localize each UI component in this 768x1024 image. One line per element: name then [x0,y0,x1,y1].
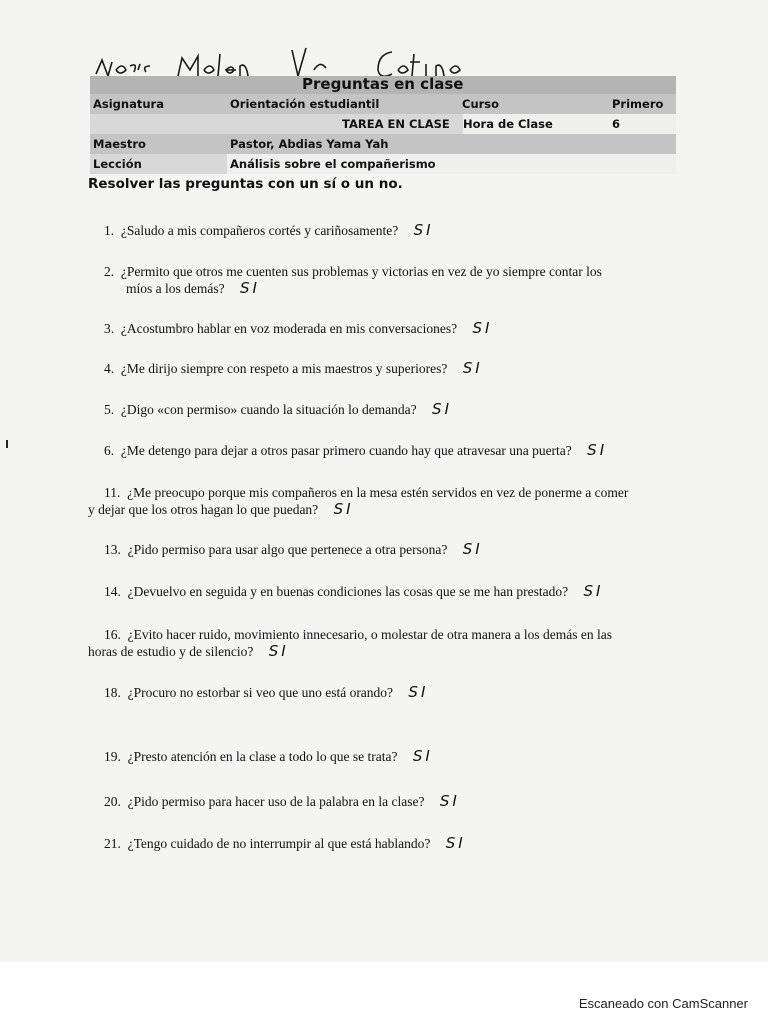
question-number: 19. [104,749,121,764]
question-text: ¿Devuelvo en seguida y en buenas condiciones las cosas que se me han prestado? [127,584,569,599]
curso-value: Primero [612,97,664,111]
row-tarea [90,114,676,134]
question-6 [104,442,607,459]
row-asignatura [90,94,676,114]
question-text: ¿Tengo cuidado de no interrumpir al que está hablando? [127,836,431,851]
question-number: 13. [104,542,121,557]
question-number: 1. [104,223,115,238]
question-5 [104,401,452,418]
curso-label: Curso [462,97,500,111]
leccion-label: Lección [93,157,142,171]
question-text: ¿Saludo a mis compañeros cortés y cariñosamente? [120,223,399,238]
question-18 [104,684,428,701]
question-14 [104,583,603,600]
question-text: ¿Me detengo para dejar a otros pasar primero cuando hay que atravesar una puerta? [120,443,572,458]
question-text: ¿Pido permiso para hacer uso de la palabra en la clase? [127,794,425,809]
header-table [90,76,676,174]
question-16 [88,626,728,660]
instructions: Resolver las preguntas con un sí o un no. [88,176,403,192]
question-number: 21. [104,836,121,851]
question-text: ¿Evito hacer ruido, movimiento innecesario, o molestar de otra manera a los demás en las [127,627,612,642]
question-number: 5. [104,402,115,417]
question-text: ¿Procuro no estorbar si veo que uno está orando? [127,685,394,700]
question-11 [88,484,728,518]
question-3 [104,320,492,337]
row-maestro [90,134,676,154]
handwritten-answer: SI [432,400,452,418]
question-text: ¿Acostumbro hablar en voz moderada en mis conversaciones? [120,321,458,336]
question-number: 11. [104,485,121,500]
question-number: 14. [104,584,121,599]
question-number: 20. [104,794,121,809]
handwritten-answer: SI [333,500,354,518]
question-21 [104,835,466,852]
question-1 [104,222,434,239]
handwritten-answer: SI [445,834,466,852]
handwritten-answer: SI [408,683,429,701]
question-text: ¿Pido permiso para usar algo que pertenece a otra persona? [127,542,448,557]
title-band [90,76,676,94]
asignatura-value: Orientación estudiantil [230,97,380,111]
question-text: ¿Me preocupo porque mis compañeros en la mesa estén servidos en vez de ponerme a comer [127,485,629,500]
question-19 [104,748,433,765]
handwritten-answer: SI [268,642,289,660]
handwritten-answer: SI [412,747,433,765]
question-text-cont: y dejar que los otros hagan lo que puedan? [88,502,319,517]
question-text: ¿Presto atención en la clase a todo lo que se trata? [127,749,398,764]
page-title: Preguntas en clase [302,75,464,93]
hora-label: Hora de Clase [463,117,553,131]
question-20 [104,793,460,810]
hora-value: 6 [612,117,621,131]
question-number: 2. [104,264,115,279]
question-number: 6. [104,443,115,458]
question-text-cont: horas de estudio y de silencio? [88,644,254,659]
handwritten-answer: SI [583,582,604,600]
row-leccion [90,154,676,174]
maestro-value: Pastor, Abdias Yama Yah [230,137,389,151]
question-4 [104,360,483,377]
handwritten-answer: SI [472,319,493,337]
question-number: 18. [104,685,121,700]
question-2 [104,263,602,297]
question-13 [104,541,483,558]
handwritten-answer: SI [239,279,260,297]
question-number: 16. [104,627,121,642]
handwritten-answer: SI [413,221,434,239]
handwritten-answer: SI [462,359,483,377]
question-number: 4. [104,361,115,376]
footer-bar [0,962,768,1024]
question-number: 3. [104,321,115,336]
tarea-label: TAREA EN CLASE [342,117,450,131]
question-text: ¿Me dirijo siempre con respeto a mis maestros y superiores? [120,361,448,376]
scanner-watermark: Escaneado con CamScanner [578,996,748,1011]
maestro-label: Maestro [93,137,146,151]
asignatura-label: Asignatura [93,97,164,111]
handwritten-answer: SI [587,441,608,459]
scan-speck [6,440,8,448]
handwritten-answer: SI [439,792,460,810]
leccion-value: Análisis sobre el compañerismo [230,157,436,171]
question-text: ¿Permito que otros me cuenten sus problemas y victorias en vez de yo siempre contar los [120,264,602,279]
question-text: ¿Digo «con permiso» cuando la situación lo demanda? [120,402,417,417]
handwritten-answer: SI [462,540,483,558]
question-text-cont: míos a los demás? [126,281,225,296]
